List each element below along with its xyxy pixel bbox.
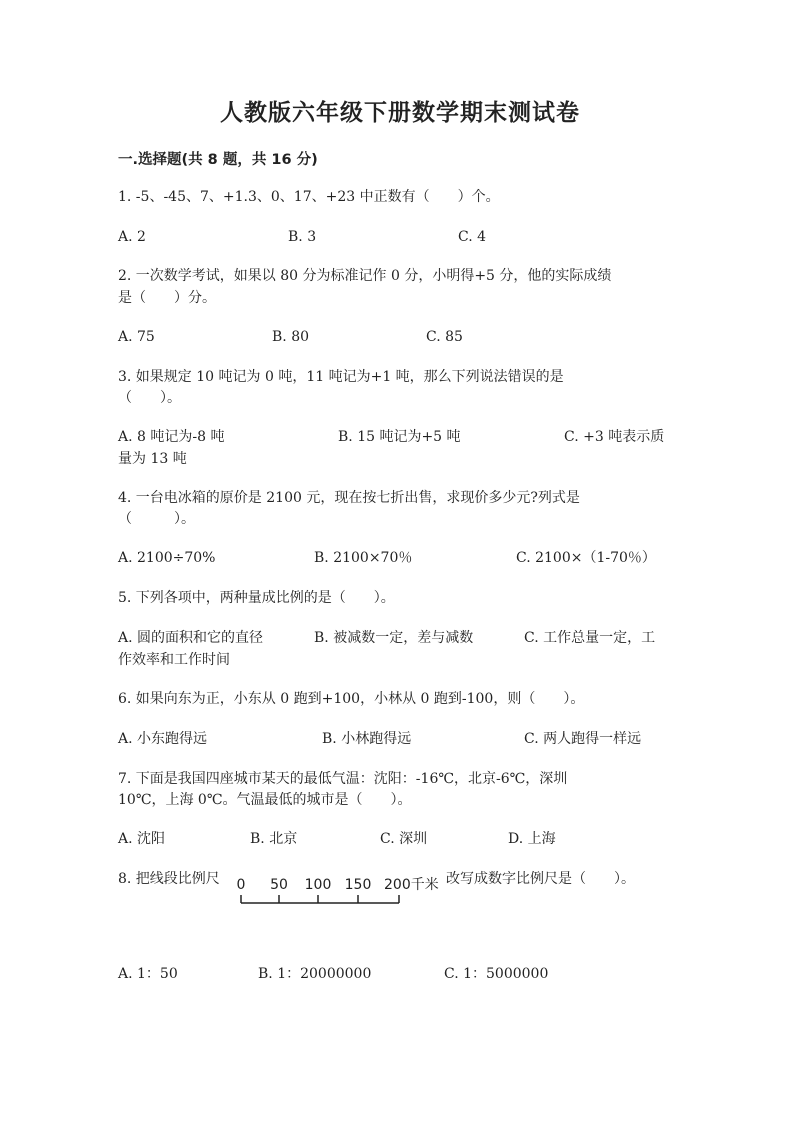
question-3-text-line-2: （ ）。 [118, 390, 181, 406]
question-8-text-part-2: 改写成数字比例尺是（ ）。 [446, 871, 635, 887]
question-3-text-line-1: 3. 如果规定 10 吨记为 0 吨，11 吨记为+1 吨，那么下列说法错误的是 [118, 369, 564, 385]
question-4-option-c: C. 2100×（1-70％） [516, 550, 656, 566]
question-5-option-c-continued: 作效率和工作时间 [118, 652, 230, 668]
question-8-text-part-1: 8. 把线段比例尺 [118, 871, 220, 887]
scale-tick-label: 50 [270, 877, 288, 893]
question-3-option-c-continued: 量为 13 吨 [118, 451, 187, 467]
question-4-option-b: B. 2100×70％ [314, 550, 413, 566]
question-2-option-c: C. 85 [426, 329, 463, 345]
question-7-option-b: B. 北京 [250, 831, 298, 847]
question-2-text-line-2: 是（ ）分。 [118, 290, 216, 306]
question-3-option-a: A. 8 吨记为-8 吨 [118, 429, 225, 445]
question-2-text-line-1: 2. 一次数学考试，如果以 80 分为标准记作 0 分，小明得+5 分，他的实际成绩 [118, 268, 612, 284]
question-7-option-a: A. 沈阳 [118, 831, 166, 847]
scale-tick-label: 200千米 [384, 877, 439, 893]
scale-tick-label: 100 [304, 877, 332, 893]
question-7-option-d: D. 上海 [508, 831, 556, 847]
line-scale-bar [238, 872, 448, 914]
question-5-option-b: B. 被减数一定，差与减数 [314, 630, 474, 646]
question-5-option-c: C. 工作总量一定，工 [524, 630, 656, 646]
question-1-option-a: A. 2 [118, 229, 146, 245]
question-5-text: 5. 下列各项中，两种量成比例的是（ ）。 [118, 590, 395, 606]
section-heading: 一.选择题(共 8 题，共 16 分) [118, 152, 318, 168]
question-6-option-b: B. 小林跑得远 [322, 731, 412, 747]
question-6-text: 6. 如果向东为正，小东从 0 跑到+100，小林从 0 跑到-100，则（ ）。 [118, 691, 585, 707]
question-7-text-line-2: 10℃，上海 0℃。气温最低的城市是（ ）。 [118, 792, 412, 808]
question-3-option-c: C. +3 吨表示质 [564, 429, 665, 445]
question-7-option-c: C. 深圳 [380, 831, 428, 847]
question-4-text-line-1: 4. 一台电冰箱的原价是 2100 元，现在按七折出售，求现价多少元?列式是 [118, 490, 580, 506]
question-6-option-a: A. 小东跑得远 [118, 731, 208, 747]
question-2-option-b: B. 80 [272, 329, 310, 345]
question-4-option-a: A. 2100÷70% [118, 550, 216, 566]
question-8-option-c: C. 1：5000000 [444, 966, 549, 982]
question-2-option-a: A. 75 [118, 329, 155, 345]
page-title: 人教版六年级下册数学期末测试卷 [220, 100, 580, 126]
question-1-text: 1. -5、-45、7、+1.3、0、17、+23 中正数有（ ）个。 [118, 189, 500, 205]
question-1-option-c: C. 4 [458, 229, 487, 245]
question-8-option-b: B. 1：20000000 [258, 966, 372, 982]
question-7-text-line-1: 7. 下面是我国四座城市某天的最低气温：沈阳：-16℃，北京-6℃，深圳 [118, 771, 568, 787]
question-1-option-b: B. 3 [288, 229, 317, 245]
question-8-option-a: A. 1：50 [118, 966, 178, 982]
question-5-option-a: A. 圆的面积和它的直径 [118, 630, 264, 646]
question-3-option-b: B. 15 吨记为+5 吨 [338, 429, 461, 445]
scale-tick-label: 0 [236, 877, 246, 893]
scale-tick-label: 150 [344, 877, 372, 893]
question-6-option-c: C. 两人跑得一样远 [524, 731, 642, 747]
question-4-text-line-2: （ ）。 [118, 511, 195, 527]
